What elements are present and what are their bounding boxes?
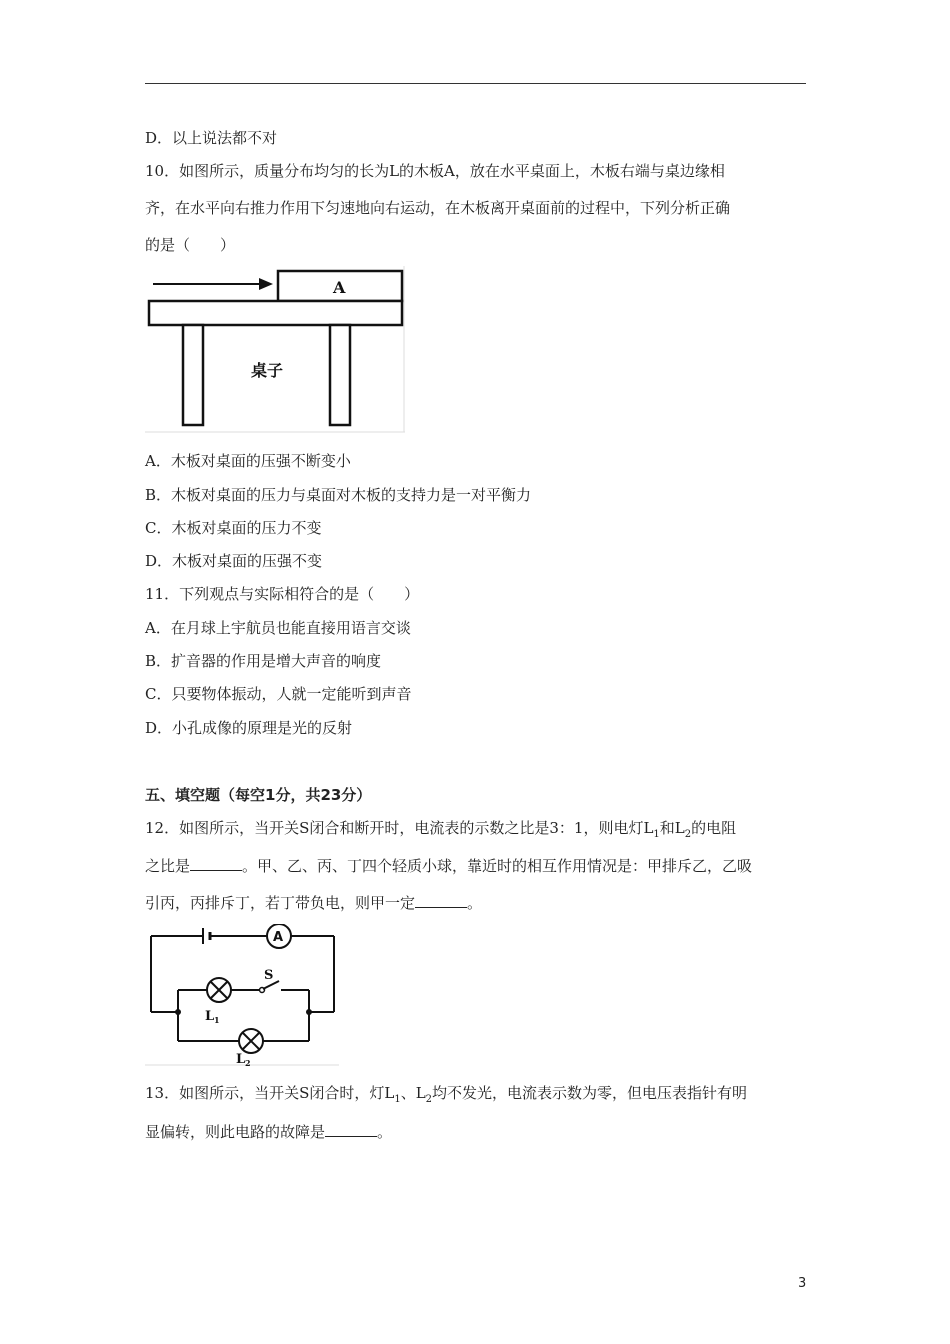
header-rule [145,83,806,84]
answer-blank [190,856,242,871]
table-figure [143,266,407,434]
q10-option-b: B．木板对桌面的压力与桌面对木板的支持力是一对平衡力 [145,486,532,504]
switch-label: S [264,968,274,983]
q13-text-line2: 显偏转，则此电路的故障是 。 [145,1123,393,1141]
board-label: A [333,278,346,297]
q10-text-line3: 的是（ ） [145,236,236,254]
q11-text: 11．下列观点与实际相符合的是（ ） [145,585,420,603]
lamp2-label: L [236,1052,246,1067]
q10-option-d: D．木板对桌面的压强不变 [145,552,323,570]
q12-text-line3: 引丙，丙排斥丁，若丁带负电，则甲一定 。 [145,894,483,912]
q11-option-b: B．扩音器的作用是增大声音的响度 [145,652,382,670]
q10-text-line1: 10．如图所示，质量分布均匀的长为L的木板A，放在水平桌面上，木板右端与桌边缘相 [145,162,725,180]
q11-option-c: C．只要物体振动，人就一定能听到声音 [145,685,412,703]
lamp1-label: L [205,1009,215,1024]
page-number: 3 [798,1276,807,1291]
q12-text-line1: 12．如图所示，当开关S闭合和断开时，电流表的示数之比是3：1，则电灯$L_1$和$L_2$的电阻 [145,819,737,840]
q12-text-line2: 之比是 。甲、乙、丙、丁四个轻质小球，靠近时的相互作用情况是：甲排斥乙，乙吸 [145,857,753,875]
q11-option-d: D．小孔成像的原理是光的反射 [145,719,353,737]
section-5-heading: 五、填空题（每空1分，共23分） [145,786,372,804]
table-label: 桌子 [251,361,284,380]
circuit-figure [143,924,343,1070]
lamp1-subscript: 1 [214,1015,220,1025]
ammeter-label: A [273,930,284,945]
option-d-q9: D．以上说法都不对 [145,129,278,147]
q13-text-line1: 13．如图所示，当开关S闭合时，灯$L_1$、$L_2$均不发光，电流表示数为零，但电压表指针有明 [145,1084,748,1105]
answer-blank [415,893,467,908]
q10-option-a: A．木板对桌面的压强不断变小 [145,452,351,470]
q10-option-c: C．木板对桌面的压力不变 [145,519,322,537]
q11-option-a: A．在月球上宇航员也能直接用语言交谈 [145,619,411,637]
lamp2-subscript: 2 [245,1058,251,1068]
q10-text-line2: 齐，在水平向右推力作用下匀速地向右运动，在木板离开桌面前的过程中，下列分析正确 [145,199,731,217]
answer-blank [325,1122,377,1137]
